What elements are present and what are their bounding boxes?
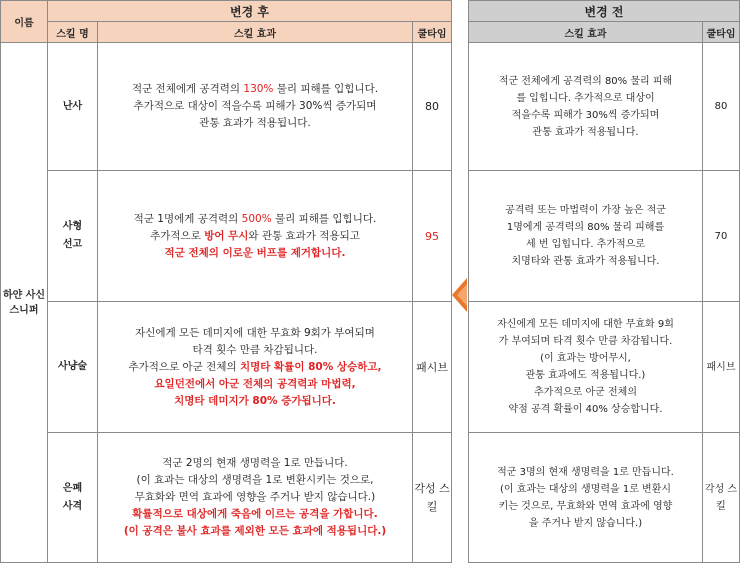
skill-effect-cell: [98, 171, 413, 302]
skill-name-line: 사형: [62, 221, 83, 232]
before-cooldown-cell: [703, 43, 740, 171]
skill-effect-header: 스킬 효과: [98, 22, 413, 43]
before-effect-cell: [469, 433, 703, 563]
cooldown-value: 각성 스킬: [414, 481, 450, 513]
effect-line: [102, 342, 408, 359]
cooldown-value: 80: [425, 100, 440, 113]
cooldown-cell: [413, 433, 452, 563]
highlighted-text: 요일던전에서 아군 전체의 공격력과 마법력,: [154, 377, 356, 390]
highlighted-text: 치명타 데미지가 80% 증가됩니다.: [174, 394, 336, 407]
after-change-title: 변경 후: [48, 1, 452, 22]
cooldown-cell: [413, 171, 452, 302]
effect-line: [102, 376, 408, 393]
before-effect-line: 자신에게 모든 데미지에 대한 무효화 9회: [497, 319, 674, 330]
cooldown-cell: [413, 302, 452, 433]
highlighted-text: 치명타 확률이 80% 상승하고,: [239, 360, 382, 373]
skill-effect-cell: [98, 433, 413, 563]
before-effect-line: (이 효과는 방어무시,: [540, 353, 631, 364]
effect-line: [102, 325, 408, 342]
effect-line: [102, 393, 408, 410]
before-effect-line: 가 부여되며 타격 횟수 만큼 차감됩니다.: [498, 336, 673, 347]
effect-text: 추가적으로 대상이 적을수록 피해가 30%씩 증가되며: [133, 100, 377, 112]
effect-line: [102, 211, 408, 228]
effect-text: 적군 1명에게 공격력의: [133, 212, 242, 225]
effect-text: 무효화와 면역 효과에 영향을 주거나 받지 않습니다.): [134, 491, 376, 503]
effect-line: [102, 359, 408, 376]
before-effect-cell: [469, 171, 703, 302]
effect-text: 추가적으로 아군 전체의: [128, 360, 240, 373]
before-effect-line: 세 번 입힙니다. 추가적으로: [526, 239, 645, 250]
left-arrow-icon: [452, 278, 467, 312]
before-effect-line: 를 입힙니다. 추가적으로 대상이: [516, 92, 655, 104]
effect-line: [102, 523, 408, 540]
before-cooldown-value: 각성 스킬: [704, 483, 738, 512]
before-effect-line: 관통 효과가 적용됩니다.: [532, 126, 639, 138]
highlighted-text: 130%: [243, 83, 274, 95]
effect-line: [102, 228, 408, 245]
character-name-line2: 스니퍼: [9, 304, 39, 316]
before-effect-line: 을 주거나 받지 않습니다.): [528, 517, 643, 529]
skill-name-cell: [48, 43, 98, 171]
before-effect-line: 공격력 또는 마법력이 가장 높은 적군: [505, 205, 666, 216]
before-effect-line: 약점 공격 확률이 40% 상승합니다.: [508, 404, 663, 415]
effect-text: 자신에게 모든 데미지에 대한 무효화 9회가 부여되며: [135, 326, 375, 339]
before-change-title: 변경 전: [469, 1, 740, 22]
effect-text: 와 관통 효과가 적용되고: [248, 229, 360, 242]
before-effect-line: 적군 3명의 현재 생명력을 1로 만듭니다.: [497, 466, 674, 478]
cooldown-value: 패시브: [416, 361, 448, 374]
effect-text: 적군 2명의 현재 생명력을 1로 만듭니다.: [162, 457, 348, 469]
before-effect-line: 적군 전체에게 공격력의 80% 물리 피해: [498, 75, 673, 87]
skill-name-header: 스킬 명: [48, 22, 98, 43]
effect-text: 물리 피해를 입힙니다.: [271, 212, 377, 225]
effect-text: 적군 전체에게 공격력의: [131, 83, 244, 95]
skill-name-cell: [48, 302, 98, 433]
before-cooldown-value: 70: [714, 230, 728, 242]
skill-name-line: 은폐: [62, 482, 83, 494]
effect-line: [102, 472, 408, 489]
skill-effect-cell: [98, 302, 413, 433]
effect-text: (이 효과는 대상의 생명력을 1로 변환시키는 것으로,: [136, 474, 374, 486]
before-effect-line: 추가적으로 아군 전체의: [534, 387, 637, 398]
skill-name-cell: [48, 433, 98, 563]
cooldown-cell: [413, 43, 452, 171]
cooldown-header: 쿨타임: [413, 22, 452, 43]
effect-line: [102, 245, 408, 262]
effect-line: [102, 455, 408, 472]
before-cooldown-cell: [703, 171, 740, 302]
before-effect-line: 관통 효과에도 적용됩니다.): [525, 370, 646, 381]
before-cooldown-value: 80: [714, 101, 728, 112]
effect-line: [102, 98, 408, 115]
highlighted-text: 확률적으로 대상에게 죽음에 이르는 공격을 가합니다.: [132, 508, 378, 520]
cooldown-value: 95: [425, 229, 440, 243]
before-cooldown-header: 쿨타임: [703, 22, 740, 43]
before-effect-cell: [469, 302, 703, 433]
skill-name-line: 사냥술: [58, 361, 87, 372]
highlighted-text: 방어 무시: [204, 229, 249, 242]
effect-line: [102, 506, 408, 523]
character-name-line1: 하얀 사신: [2, 289, 46, 301]
before-effect-line: 치명타와 관통 효과가 적용됩니다.: [511, 256, 660, 267]
skill-name-line: 선고: [62, 239, 83, 250]
highlighted-text: (이 공격은 불사 효과를 제외한 모든 효과에 적용됩니다.): [123, 525, 387, 537]
effect-line: [102, 489, 408, 506]
before-effect-line: 키는 것으로, 무효화와 면역 효과에 영향: [498, 500, 673, 512]
before-effect-cell: [469, 43, 703, 171]
effect-text: 관통 효과가 적용됩니다.: [199, 117, 311, 129]
skill-name-line: 사격: [62, 500, 83, 512]
skill-name-cell: [48, 171, 98, 302]
effect-text: 추가적으로: [150, 229, 205, 242]
before-skill-effect-header: 스킬 효과: [469, 22, 703, 43]
before-cooldown-value: 패시브: [706, 361, 736, 373]
skill-effect-cell: [98, 43, 413, 171]
effect-text: 타격 횟수 만큼 차감됩니다.: [192, 343, 318, 356]
skill-name-line: 난사: [62, 100, 83, 112]
before-cooldown-cell: [703, 433, 740, 563]
effect-line: [102, 115, 408, 132]
highlighted-text: 500%: [241, 212, 272, 225]
character-name: [1, 43, 48, 563]
highlighted-text: 적군 전체의 이로운 버프를 제거합니다.: [164, 246, 346, 259]
effect-text: 물리 피해를 입힙니다.: [273, 83, 379, 95]
before-effect-line: 적을수록 피해가 30%씩 증가되며: [511, 109, 660, 121]
before-cooldown-cell: [703, 302, 740, 433]
name-header: 이름: [1, 1, 48, 43]
before-effect-line: (이 효과는 대상의 생명력을 1로 변환시: [499, 483, 672, 495]
before-change-table: [468, 0, 740, 563]
effect-line: [102, 81, 408, 98]
before-effect-line: 1명에게 공격력의 80% 물리 피해를: [506, 222, 665, 233]
